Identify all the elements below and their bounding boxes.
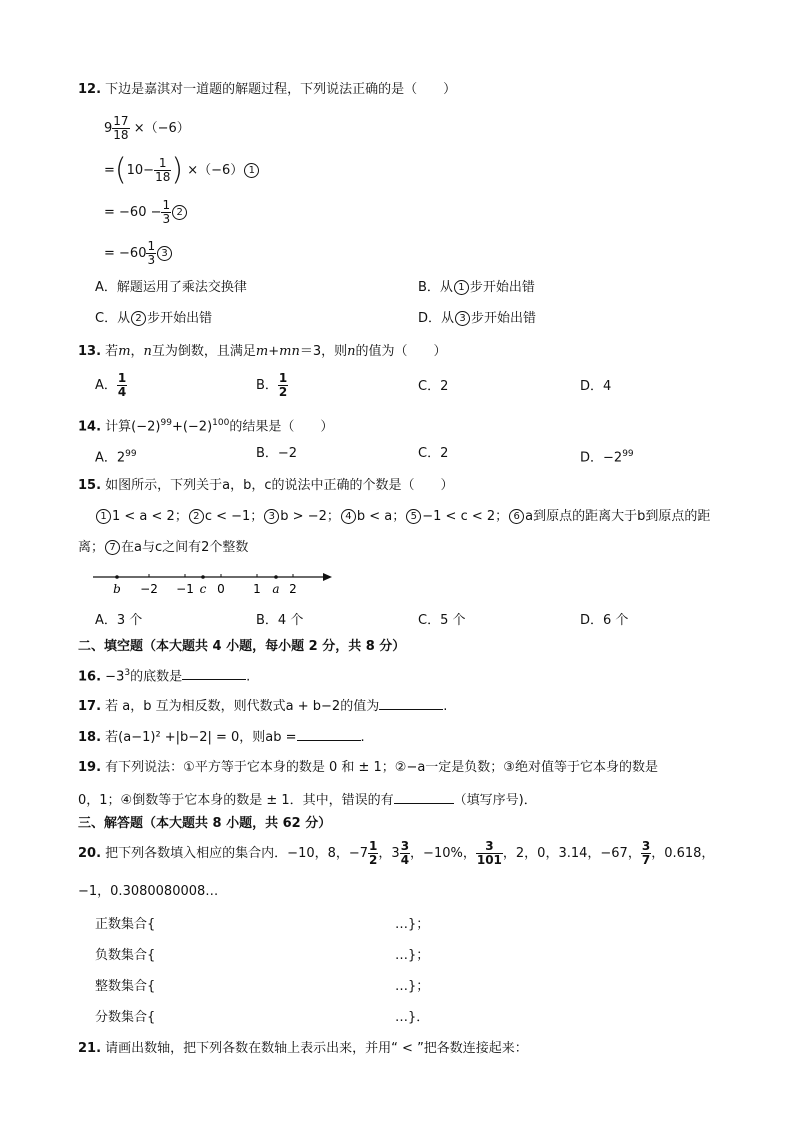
label-minus-2: −2 [140,582,158,596]
set-integer-label: 整数集合{ [95,979,156,994]
q15-statements-line2: 离； 7 在a与c之间有2个整数 [78,540,249,555]
q19-line1: 19. 有下列说法：①平方等于它本身的数是 0 和 ± 1；②−a一定是负数；③绝对值等于它本身的数是 [78,760,658,775]
q15-statements-line1: 1 1 < a < 2； 2 c < −1； 3 b > −2； 4 b < a； 5 −1 < c < 2； 6 a到原点的距离大于b到原点的距 [95,508,710,526]
q13-option-b: B． $\frac{1}{2}$ [256,371,288,399]
section-3-heading: 三、解答题（本大题共 8 小题，共 62 分） [78,816,332,831]
q12-factor: ×（−6） [133,121,190,136]
q12-option-b: B．从 1 步开始出错 [418,280,535,295]
q15-option-d: D．6 个 [580,613,629,628]
q12-stem: 下边是嘉淇对一道题的解题过程，下列说法正确的是（ ） [105,82,457,97]
q12-option-d: D．从 3 步开始出错 [418,311,537,326]
circled-1-icon: 1 [244,163,259,178]
set-negative-end: …}； [395,948,430,963]
q14-option-a: A．$2^{99}$ [95,449,137,466]
circled-2-icon: 2 [172,205,187,220]
q12-option-c: C．从 2 步开始出错 [95,311,213,326]
q14-option-b: B．−2 [256,446,298,461]
label-0: 0 [217,582,225,596]
q18: 18. 若(a−1)² +|b−2| = 0，则ab = . [78,727,365,747]
point-a [274,575,278,579]
q13-option-a: A． $\frac{1}{4}$ [95,371,127,399]
axis-arrow-icon [323,573,332,581]
label-minus-1: −1 [176,582,194,596]
q15-option-b: B．4 个 [256,613,304,628]
q14-option-d: D．$-2^{99}$ [580,449,634,466]
q15-option-a: A．3 个 [95,613,143,628]
q18-answer-blank[interactable] [297,727,361,741]
q13: 13. 若m，n互为倒数，且满足m+mn＝3，则n的值为（ ） [78,344,447,359]
q12-step-0 [104,115,190,143]
q15: 15. 如图所示，下列关于a，b，c的说法中正确的个数是（ ） [78,478,454,493]
q19-answer-blank[interactable] [394,790,454,804]
q13-number: 13. [78,344,102,359]
q21: 21. 请画出数轴，把下列各数在数轴上表示出来，并用“ < ”把各数连接起来： [78,1041,528,1056]
set-negative-label: 负数集合{ [95,948,156,963]
set-integer-end: …}； [395,979,430,994]
label-a: a [272,582,280,596]
q12-whole: 9 [104,121,113,136]
point-c [201,575,205,579]
q15-option-c: C．5 个 [418,613,466,628]
q12-step-1: =(10− $\frac{1}{18}$ ) ×（−6） 1 [104,155,260,187]
q16: 16. $-3^3$的底数是 . [78,668,251,685]
q20-line1: 20. 把下列各数填入相应的集合内．−10，8，−7 $\frac{1}{2}$ ，3 $\frac{3}{4}$ ，−10%， $\frac{3}{101}$ ，2，0，3.14，−67， $\frac{3}{7}$ ，0.618， [78,839,715,867]
q13-option-d: D．4 [580,379,612,394]
q14: 14. 计算$(-2)^{99}+(-2)^{100}$的结果是（ ） [78,418,334,435]
q12-step-2: = −60 − $\frac{1}{3}$ 2 [104,199,188,227]
q12 [78,81,456,99]
q12-step-3: = −60 $\frac{1}{3}$ 3 [104,240,173,268]
circled-3-icon: 3 [157,246,172,261]
q17-answer-blank[interactable] [379,696,443,710]
q14-option-c: C．2 [418,446,449,461]
q19-line2: 0，1；④倒数等于它本身的数是 ± 1．其中，错误的有 （填写序号)． [78,790,537,810]
label-2: 2 [289,582,297,596]
q20-line2: −1，0.3080080008… [78,884,219,899]
q17: 17. 若 a，b 互为相反数，则代数式a + b−2的值为 . [78,696,447,716]
section-2-heading: 二、填空题（本大题共 4 小题，每小题 2 分，共 8 分） [78,639,406,654]
q13-option-c: C．2 [418,379,449,394]
q15-number-line [88,566,338,598]
label-b: b [113,582,121,596]
q12-number: 12. [78,82,102,97]
set-fraction-end: …}． [395,1010,430,1025]
set-positive-end: …}； [395,917,430,932]
point-b [115,575,119,579]
q12-frac-17-18: $\frac{17}{18}$ [113,114,129,142]
q12-option-a: A．解题运用了乘法交换律 [95,280,247,295]
label-c: c [199,582,207,596]
q16-answer-blank[interactable] [182,666,246,680]
set-fraction-label: 分数集合{ [95,1010,156,1025]
set-positive-label: 正数集合{ [95,917,156,932]
label-1: 1 [253,582,261,596]
